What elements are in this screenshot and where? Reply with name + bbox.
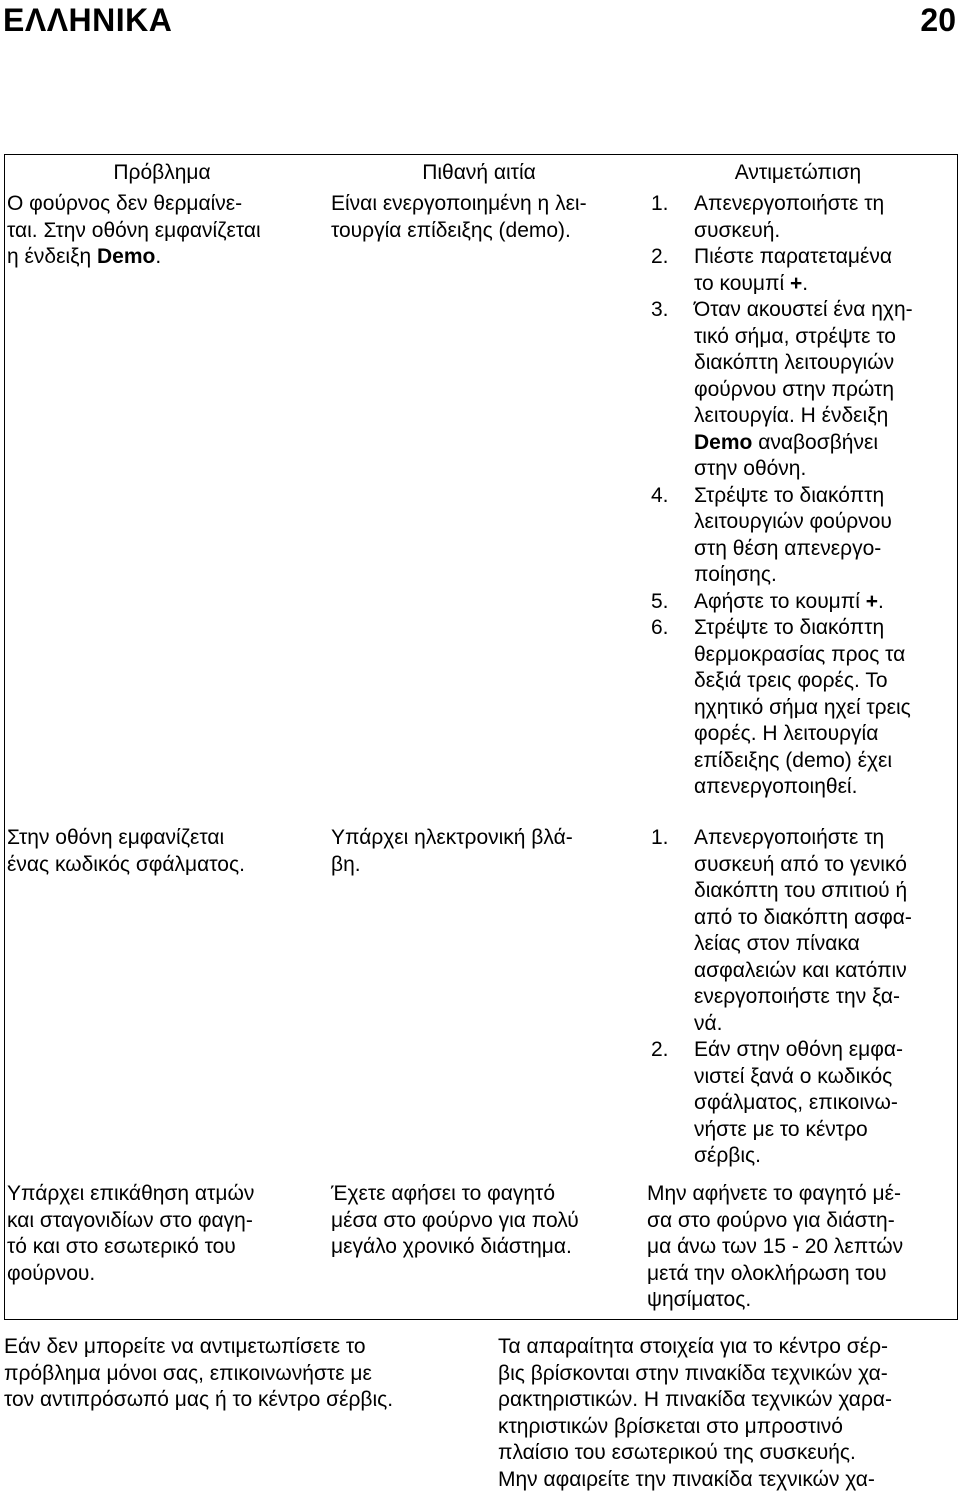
page-header [0, 0, 960, 40]
step-text: Αφήστε το κουμπί +. [694, 589, 884, 613]
list-item [651, 244, 953, 297]
rating-plate-note-text: Τα απαραίτητα στοιχεία για το κέντρο σέρ- βις βρίσκονται στην πινακίδα τεχνικών χα- ρακτηριστικών. Η πινακίδα τεχνικών χαρα- κτηριστικών βρίσκεται στο μπροστινό πλαίσιο του εσωτερικού της συσκευής. Μην αφαιρείτε την πινακίδα τεχνικών χα- [498, 1335, 893, 1491]
table-header-row [5, 155, 957, 191]
step-text: Στρέψτε το διακόπτη λειτουργιών φούρνου στη θέση απενεργο- ποίησης. [694, 483, 892, 586]
troubleshooting-table [4, 154, 958, 1320]
step-text: Απενεργοποιήστε τη συσκευή από το γενικό διακόπτη του σπιτιού ή από το διακόπτη ασφα- λείας στον πίνακα ασφαλειών και κατόπιν ενεργοποιήστε την ξα- νά. [694, 826, 912, 1035]
cause-cell [319, 825, 639, 1181]
step-number: 4. [651, 483, 669, 507]
remedy-cell [639, 191, 957, 825]
cause-cell [319, 191, 639, 825]
rating-plate-note [498, 1334, 958, 1493]
problem-cell [5, 825, 319, 1181]
problem-text: Ο φούρνος δεν θερμαίνε- ται. Στην οθόνη εμφανίζεται η ένδειξη Demo. [7, 192, 261, 268]
contact-note [4, 1334, 474, 1414]
list-item [651, 1037, 953, 1170]
cause-text: Έχετε αφήσει το φαγητό μέσα στο φούρνο για πολύ μεγάλο χρονικό διάστημα. [331, 1182, 579, 1258]
list-item [651, 297, 953, 483]
header-remedy: Αντιμετώπιση [734, 161, 862, 184]
step-number: 1. [651, 826, 669, 849]
step-text: Στρέψτε το διακόπτη θερμοκρασίας προς τα δεξιά τρεις φορές. Το ηχητικό σήμα ηχεί τρεις φορές. Η λειτουργία επίδειξης (demo) έχει απενεργοποιηθεί. [694, 616, 911, 798]
list-item [651, 589, 953, 616]
list-item [651, 191, 953, 244]
problem-text: Υπάρχει επικάθηση ατμών και σταγονιδίων στο φαγη- τό και στο εσωτερικό του φούρνου. [7, 1182, 255, 1285]
step-number: 2. [651, 245, 669, 268]
table-row [5, 825, 957, 1181]
cause-text: Είναι ενεργοποιημένη η λει- τουργία επίδειξης (demo). [331, 192, 587, 242]
problem-text: Στην οθόνη εμφανίζεται ένας κωδικός σφάλματος. [7, 826, 245, 876]
header-cause: Πιθανή αιτία [422, 161, 536, 184]
remedy-cell [639, 1181, 957, 1319]
table-row [5, 1181, 957, 1319]
list-item [651, 825, 953, 1037]
cause-text: Υπάρχει ηλεκτρονική βλά- βη. [331, 826, 573, 876]
list-item [651, 483, 953, 589]
cause-cell [319, 1181, 639, 1319]
step-number: 2. [651, 1038, 669, 1061]
table-row [5, 191, 957, 825]
page-number: 20 [920, 2, 956, 38]
step-number: 6. [651, 616, 669, 639]
problem-cell [5, 1181, 319, 1319]
list-item [651, 615, 953, 801]
step-text: Εάν στην οθόνη εμφα- νιστεί ξανά ο κωδικός σφάλματος, επικοινω- νήστε με το κέντρο σέρβις. [694, 1038, 904, 1167]
step-text: Όταν ακουστεί ένα ηχη- τικό σήμα, στρέψτε το διακόπτη λειτουργιών φούρνου στην πρώτη λειτουργία. Η ένδειξη Demo αναβοσβήνει στην οθόνη. [694, 298, 913, 480]
step-text: Απενεργοποιήστε τη συσκευή. [694, 192, 885, 242]
step-text: Πιέστε παρατεταμένα το κουμπί +. [694, 245, 892, 295]
problem-cell [5, 191, 319, 825]
step-number: 5. [651, 589, 669, 613]
header-problem: Πρόβλημα [113, 161, 211, 184]
language-title: ΕΛΛΗΝΙΚΑ [3, 2, 173, 38]
remedy-steps [651, 191, 953, 801]
remedy-steps [651, 825, 953, 1170]
remedy-cell [639, 825, 957, 1181]
remedy-text: Μην αφήνετε το φαγητό μέ- σα στο φούρνο για διάστη- μα άνω των 15 - 20 λεπτών μετά την ολοκλήρωση του ψησίματος. [647, 1182, 904, 1311]
step-number: 3. [651, 298, 669, 321]
step-number: 1. [651, 192, 669, 215]
contact-note-text: Εάν δεν μπορείτε να αντιμετωπίσετε το πρόβλημα μόνοι σας, επικοινωνήστε με τον αντιπρόσωπό μας ή το κέντρο σέρβις. [4, 1335, 394, 1411]
